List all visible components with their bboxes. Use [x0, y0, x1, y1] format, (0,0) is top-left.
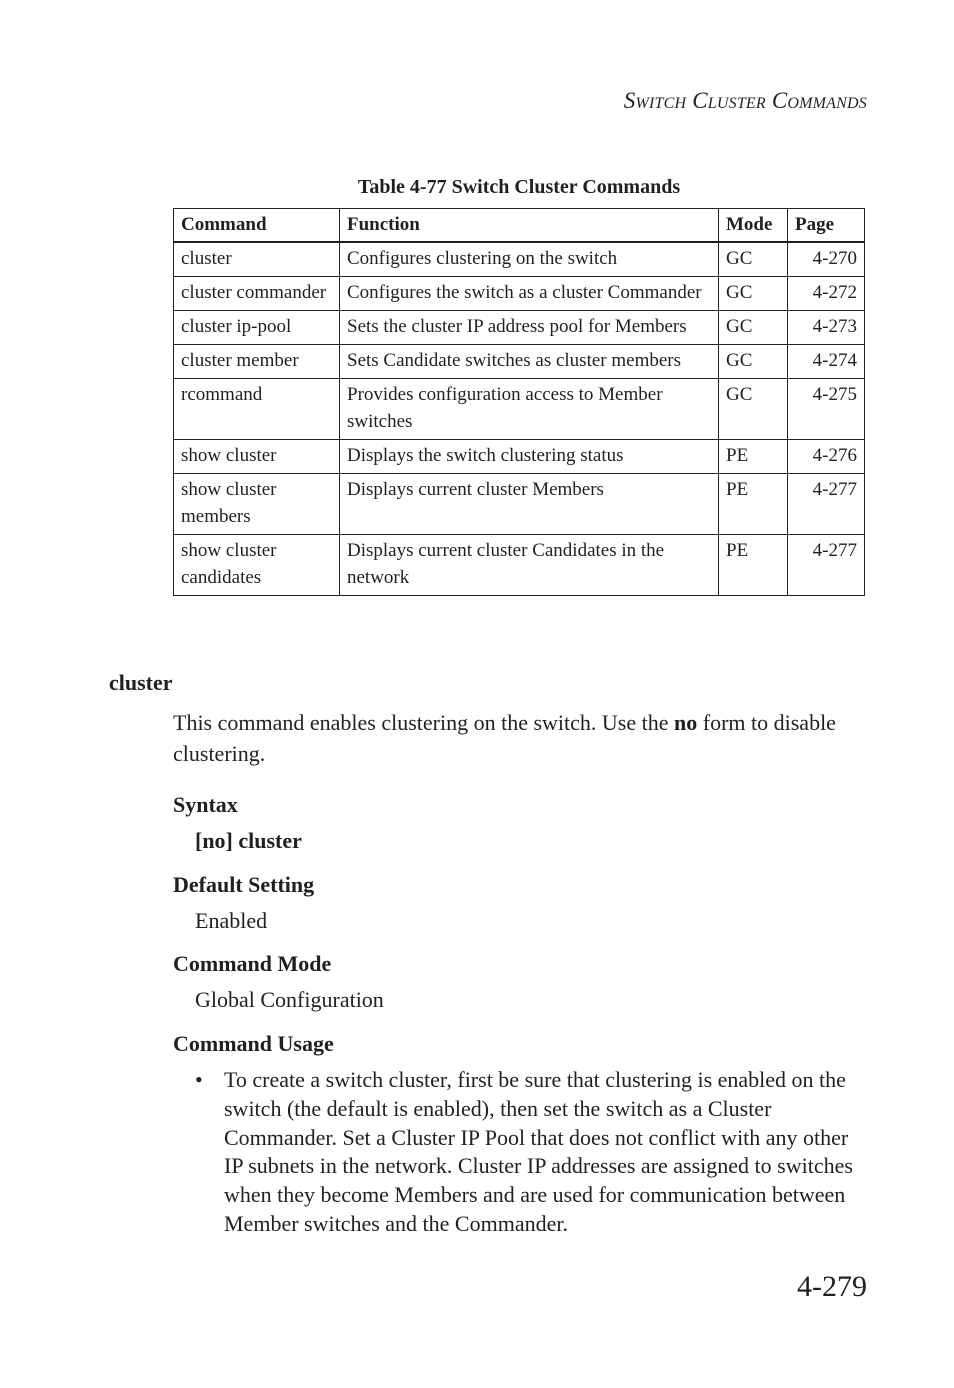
cell-mode: PE	[719, 440, 788, 474]
cell-command: show cluster members	[174, 474, 340, 535]
cell-function: Displays current cluster Members	[340, 474, 719, 535]
table-row	[174, 535, 865, 596]
command-usage-heading: Command Usage	[173, 1031, 334, 1056]
running-head: SWITCH CLUSTER COMMANDS	[623, 88, 867, 113]
cell-function: Displays the switch clustering status	[340, 440, 719, 474]
section-title: cluster	[109, 670, 173, 695]
cell-command: show cluster	[174, 440, 340, 474]
column-header-command: Command	[174, 209, 340, 243]
table-row	[174, 474, 865, 535]
cell-function: Sets the cluster IP address pool for Members	[340, 311, 719, 345]
cell-function: Displays current cluster Candidates in the network	[340, 535, 719, 596]
cell-mode: PE	[719, 474, 788, 535]
cell-command: show cluster candidates	[174, 535, 340, 596]
cell-page: 4-272	[788, 277, 865, 311]
usage-text: To create a switch cluster, first be sure that clustering is enabled on the switch (the default is enabled), then set the switch as a Cluster Commander. Set a Cluster IP Pool that does not conflict with any other IP subnets in the network. Cluster IP addresses are assigned to switches when they become Members and are used for communication between Member switches and the Commander.	[224, 1067, 853, 1236]
table-row	[174, 345, 865, 379]
cell-command: cluster ip-pool	[174, 311, 340, 345]
intro-text-start: This command enables clustering on the switch. Use the	[173, 710, 674, 735]
page-number: 4-279	[797, 1270, 867, 1303]
cell-command: rcommand	[174, 379, 340, 440]
default-setting-heading: Default Setting	[173, 872, 315, 897]
intro-paragraph	[173, 707, 853, 769]
table-row	[174, 277, 865, 311]
command-mode-value: Global Configuration	[195, 987, 384, 1012]
syntax-value: [no] cluster	[195, 828, 302, 853]
syntax-heading: Syntax	[173, 792, 238, 817]
table-caption: Table 4-77 Switch Cluster Commands	[357, 176, 681, 198]
cell-page: 4-277	[788, 535, 865, 596]
cell-function: Provides configuration access to Member switches	[340, 379, 719, 440]
cell-mode: GC	[719, 345, 788, 379]
column-header-function: Function	[340, 209, 719, 243]
cell-page: 4-275	[788, 379, 865, 440]
bullet-icon: •	[195, 1067, 203, 1092]
usage-list	[195, 1066, 867, 1239]
cell-command: cluster member	[174, 345, 340, 379]
cell-function: Sets Candidate switches as cluster members	[340, 345, 719, 379]
table-header-row	[174, 209, 865, 243]
table-row	[174, 242, 865, 277]
cell-page: 4-274	[788, 345, 865, 379]
cell-command: cluster	[174, 242, 340, 277]
command-mode-heading: Command Mode	[173, 951, 332, 976]
cell-page: 4-273	[788, 311, 865, 345]
table-row	[174, 311, 865, 345]
default-setting-value: Enabled	[195, 908, 268, 933]
cell-function: Configures clustering on the switch	[340, 242, 719, 277]
list-item	[195, 1066, 867, 1239]
table-row	[174, 440, 865, 474]
cell-mode: GC	[719, 277, 788, 311]
cell-mode: GC	[719, 379, 788, 440]
cell-command: cluster commander	[174, 277, 340, 311]
cell-page: 4-270	[788, 242, 865, 277]
intro-keyword: no	[674, 710, 698, 735]
cell-function: Configures the switch as a cluster Commander	[340, 277, 719, 311]
cell-page: 4-277	[788, 474, 865, 535]
cell-page: 4-276	[788, 440, 865, 474]
intro-text-end: form to disable clustering.	[173, 710, 836, 766]
cell-mode: GC	[719, 242, 788, 277]
column-header-mode: Mode	[719, 209, 788, 243]
column-header-page: Page	[788, 209, 865, 243]
cell-mode: GC	[719, 311, 788, 345]
cell-mode: PE	[719, 535, 788, 596]
commands-table	[173, 208, 865, 596]
table-row	[174, 379, 865, 440]
